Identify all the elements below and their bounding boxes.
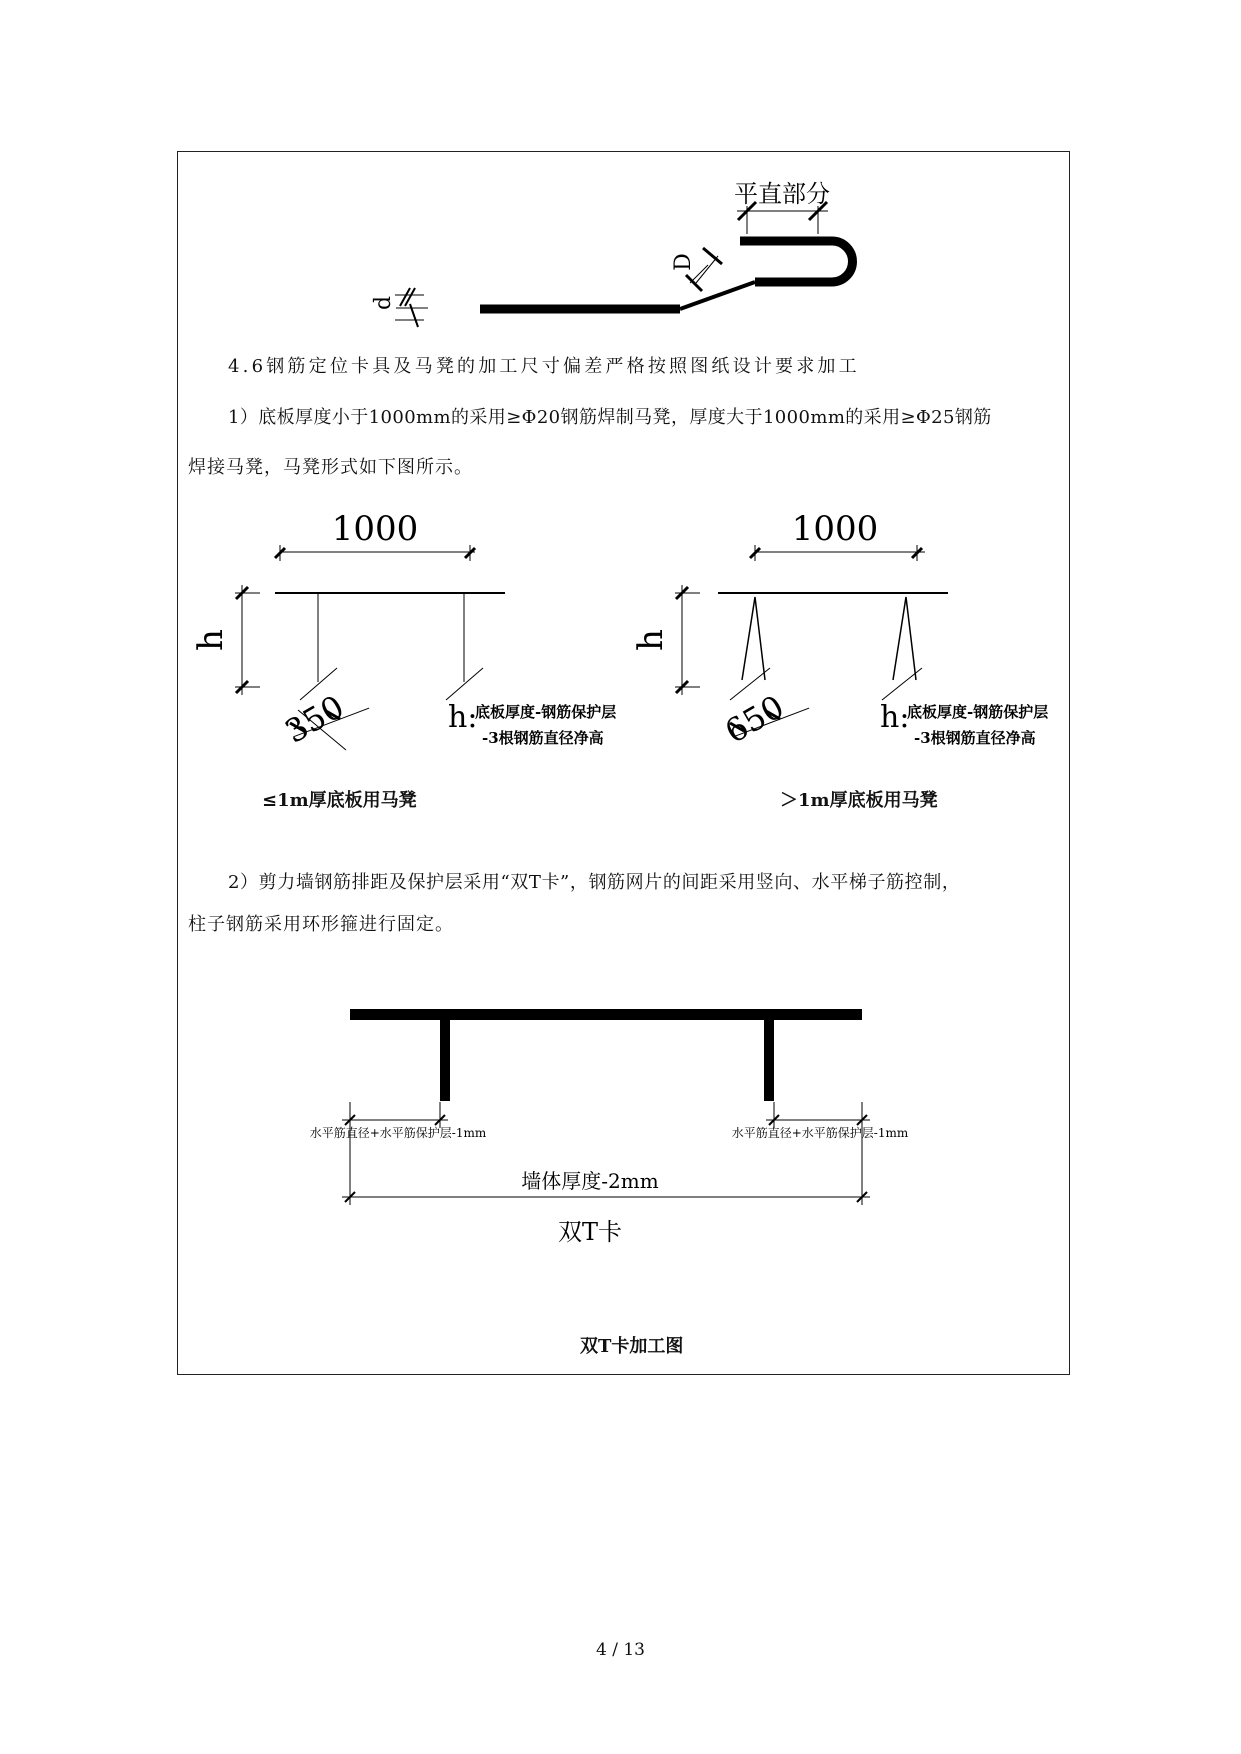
stool-left-caption: ≤1m厚底板用马凳	[262, 790, 417, 811]
left-note-line1: 底板厚度-钢筋保护层	[475, 703, 617, 721]
page-number: 4 / 13	[596, 1640, 645, 1660]
left-cover-dim: 水平筋直径+水平筋保护层-1mm	[309, 1126, 487, 1140]
stool-right-caption: ＞1m厚底板用马凳	[780, 790, 938, 811]
d-label: D	[671, 253, 696, 271]
section-title: 4.6钢筋定位卡具及马凳的加工尺寸偏差严格按照图纸设计要求加工	[228, 356, 860, 377]
figure-caption: 双T卡加工图	[580, 1336, 684, 1357]
left-width-label: 1000	[331, 509, 419, 549]
right-note-line2: -3根钢筋直径净高	[914, 729, 1036, 747]
wall-thickness-dim: 墙体厚度-2mm	[521, 1169, 659, 1193]
left-note-line2: -3根钢筋直径净高	[482, 729, 604, 747]
right-depth-label: 650	[718, 687, 791, 751]
stool-left-diagram	[190, 505, 620, 760]
right-h-label: h	[631, 629, 671, 651]
left-note-prefix: h:	[448, 700, 478, 735]
stool-right-diagram	[630, 505, 1060, 760]
hook-diagram	[371, 160, 870, 340]
right-cover-dim: 水平筋直径+水平筋保护层-1mm	[731, 1126, 909, 1140]
left-h-label: h	[191, 629, 231, 651]
double-t-title: 双T卡	[557, 1218, 623, 1246]
para2-line1: 2）剪力墙钢筋排距及保护层采用“双T卡”，钢筋网片的间距采用竖向、水平梯子筋控制，	[228, 872, 961, 893]
right-note-prefix: h:	[880, 700, 910, 735]
para2-line2: 柱子钢筋采用环形箍进行固定。	[188, 914, 454, 935]
double-t-card-diagram	[290, 990, 909, 1260]
para1-line1: 1）底板厚度小于1000mm的采用≥Φ20钢筋焊制马凳，厚度大于1000mm的采用≥Φ25钢筋	[228, 407, 992, 428]
flat-portion-label: 平直部分	[734, 180, 830, 208]
right-note-line1: 底板厚度-钢筋保护层	[907, 703, 1049, 721]
right-width-label: 1000	[791, 509, 879, 549]
left-depth-label: 350	[278, 687, 351, 751]
para1-line2: 焊接马凳，马凳形式如下图所示。	[188, 457, 473, 478]
rebar-diameter-label: d	[371, 295, 396, 310]
